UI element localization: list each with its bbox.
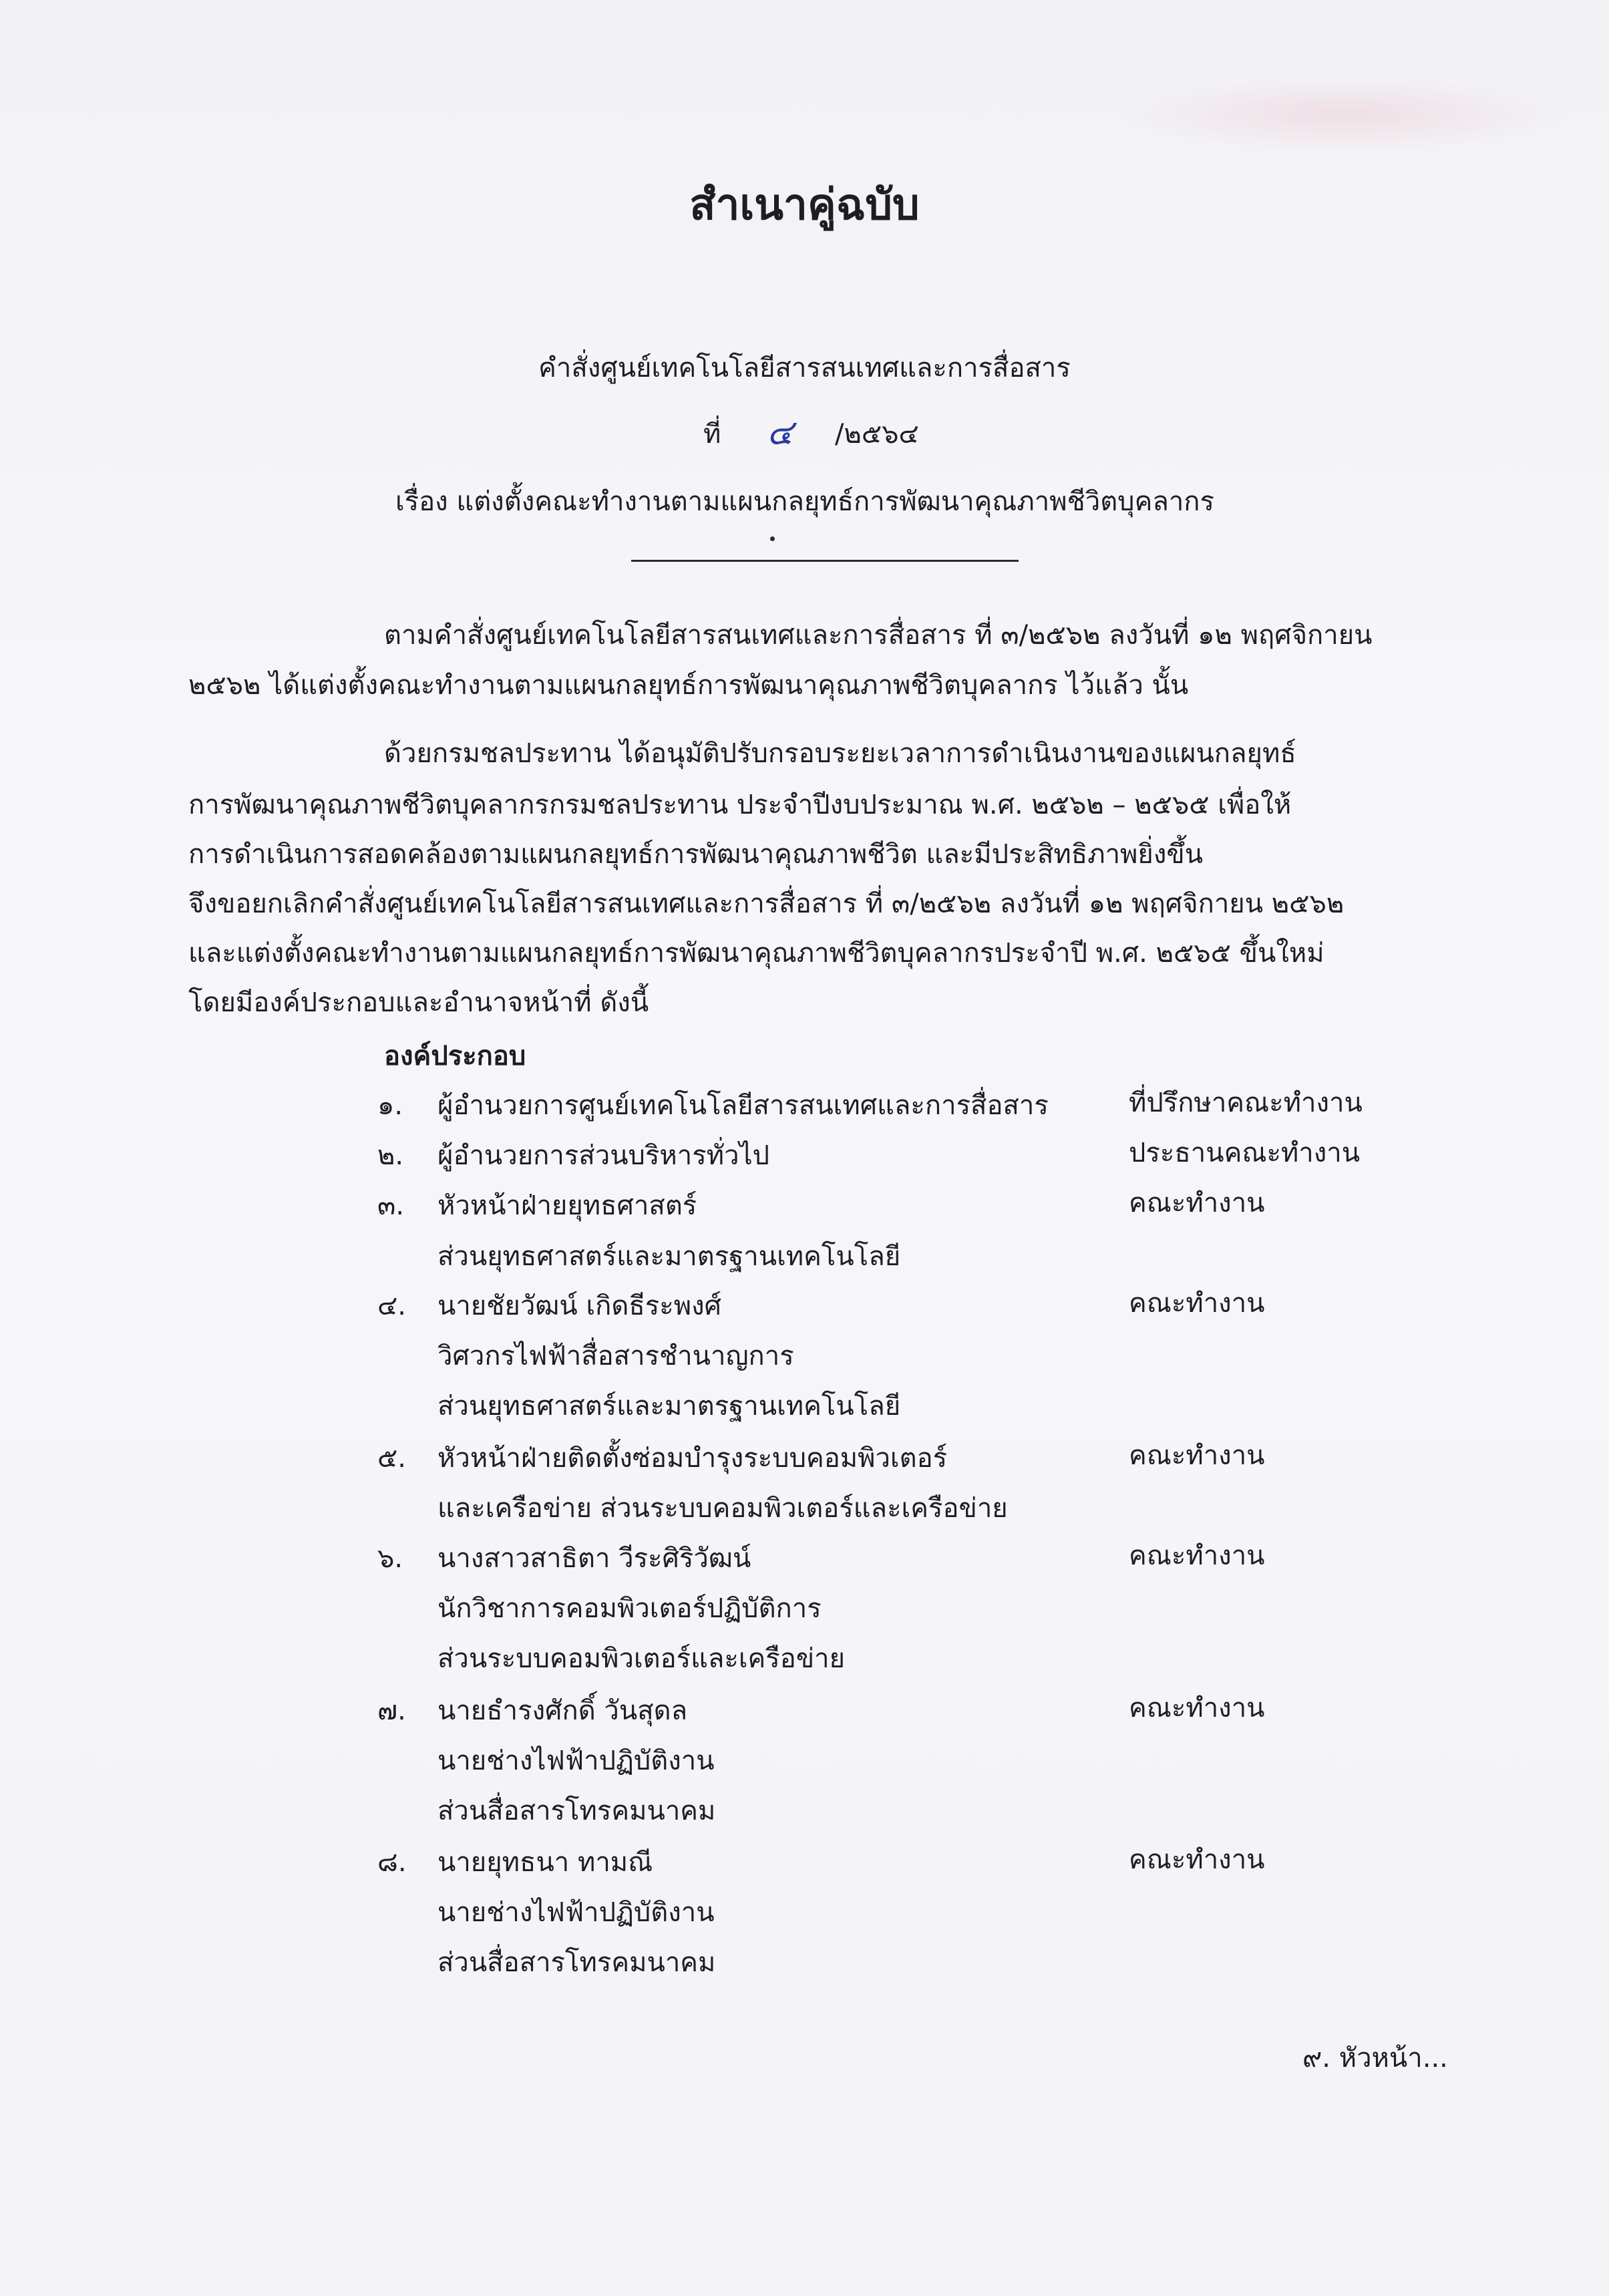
order-number-handwritten: ๔ [767, 413, 793, 453]
member-line: หัวหน้าฝ่ายติดตั้งซ่อมบำรุงระบบคอมพิวเตอร์ [437, 1443, 948, 1474]
paragraph-1-line: ๒๕๖๒ ได้แต่งตั้งคณะทำงานตามแผนกลยุทธ์การพัฒนาคุณภาพชีวิตบุคลากร ไว้แล้ว นั้น [188, 670, 1189, 701]
member-line: นายช่างไฟฟ้าปฏิบัติงาน [437, 1746, 715, 1776]
member-line: นายช่างไฟฟ้าปฏิบัติงาน [437, 1897, 715, 1928]
member-role: คณะทำงาน [1129, 1188, 1265, 1218]
copy-title: สำเนาคู่ฉบับ [689, 180, 920, 230]
member-line: ผู้อำนวยการศูนย์เทคโนโลยีสารสนเทศและการสื่อสาร [437, 1090, 1049, 1121]
member-line: นายธำรงศักดิ์ วันสุดล [437, 1695, 688, 1726]
member-line: ส่วนระบบคอมพิวเตอร์และเครือข่าย [437, 1643, 846, 1674]
member-line: หัวหน้าฝ่ายยุทธศาสตร์ [437, 1190, 697, 1221]
member-line: ส่วนยุทธศาสตร์และมาตรฐานเทคโนโลยี [437, 1241, 901, 1272]
order-title: คำสั่งศูนย์เทคโนโลยีสารสนเทศและการสื่อสาร [538, 353, 1071, 383]
member-line: นายยุทธนา ทามณี [437, 1847, 653, 1878]
order-subject: เรื่อง แต่งตั้งคณะทำงานตามแผนกลยุทธ์การพัฒนาคุณภาพชีวิตบุคลากร [395, 486, 1214, 517]
member-number: ๗. [377, 1695, 406, 1726]
member-line: นายชัยวัฒน์ เกิดธีระพงศ์ [437, 1291, 722, 1321]
order-number-year: /๒๕๖๔ [835, 419, 919, 450]
paragraph-2-line: และแต่งตั้งคณะทำงานตามแผนกลยุทธ์การพัฒนาคุณภาพชีวิตบุคลากรประจำปี พ.ศ. ๒๕๖๕ ขึ้นใหม่ [188, 938, 1324, 969]
member-number: ๑. [377, 1090, 403, 1121]
member-role: คณะทำงาน [1129, 1288, 1265, 1319]
paragraph-2-line: การดำเนินการสอดคล้องตามแผนกลยุทธ์การพัฒนาคุณภาพชีวิต และมีประสิทธิภาพยิ่งขึ้น [188, 839, 1204, 870]
paragraph-2-line: ด้วยกรมชลประทาน ได้อนุมัติปรับกรอบระยะเวลาการดำเนินงานของแผนกลยุทธ์ [384, 738, 1296, 769]
member-role: ประธานคณะทำงาน [1129, 1138, 1361, 1168]
member-role: คณะทำงาน [1129, 1844, 1265, 1875]
member-number: ๔. [377, 1291, 406, 1321]
paragraph-2-line: โดยมีองค์ประกอบและอำนาจหน้าที่ ดังนี้ [188, 987, 649, 1018]
paragraph-1-line: ตามคำสั่งศูนย์เทคโนโลยีสารสนเทศและการสื่อสาร ที่ ๓/๒๕๖๒ ลงวันที่ ๑๒ พฤศจิกายน [384, 620, 1373, 651]
member-role: คณะทำงาน [1129, 1540, 1265, 1571]
member-line: วิศวกรไฟฟ้าสื่อสารชำนาญการ [437, 1341, 794, 1371]
member-line: ส่วนสื่อสารโทรคมนาคม [437, 1796, 716, 1826]
order-number-label: ที่ [703, 419, 721, 450]
member-line: ผู้อำนวยการส่วนบริหารทั่วไป [437, 1140, 770, 1171]
paragraph-2-line: จึงขอยกเลิกคำสั่งศูนย์เทคโนโลยีสารสนเทศและการสื่อสาร ที่ ๓/๒๕๖๒ ลงวันที่ ๑๒ พฤศจิกายน ๒๕๖๒ [188, 888, 1345, 919]
member-number: ๘. [377, 1847, 407, 1878]
paragraph-2-line: การพัฒนาคุณภาพชีวิตบุคลากรกรมชลประทาน ประจำปีงบประมาณ พ.ศ. ๒๕๖๒ – ๒๕๖๕ เพื่อให้ [188, 790, 1292, 820]
member-number: ๓. [377, 1190, 405, 1221]
member-number: ๒. [377, 1140, 404, 1171]
title-rule [631, 560, 1019, 562]
member-line: นางสาวสาธิตา วีระศิริวัฒน์ [437, 1543, 751, 1574]
member-line: ส่วนยุทธศาสตร์และมาตรฐานเทคโนโลยี [437, 1391, 901, 1422]
member-number: ๖. [377, 1543, 403, 1574]
member-line: นักวิชาการคอมพิวเตอร์ปฏิบัติการ [437, 1593, 822, 1624]
member-role: คณะทำงาน [1129, 1440, 1265, 1471]
member-line: และเครือข่าย ส่วนระบบคอมพิวเตอร์และเครือข่าย [437, 1493, 1008, 1524]
ink-dot [770, 536, 775, 541]
member-line: ส่วนสื่อสารโทรคมนาคม [437, 1947, 716, 1978]
member-role: คณะทำงาน [1129, 1693, 1265, 1724]
ink-stain [1109, 73, 1576, 154]
member-number: ๕. [377, 1443, 406, 1474]
member-role: ที่ปรึกษาคณะทำงาน [1129, 1088, 1363, 1118]
page-continuation: ๙. หัวหน้า... [1302, 2043, 1448, 2074]
composition-heading: องค์ประกอบ [384, 1041, 526, 1072]
